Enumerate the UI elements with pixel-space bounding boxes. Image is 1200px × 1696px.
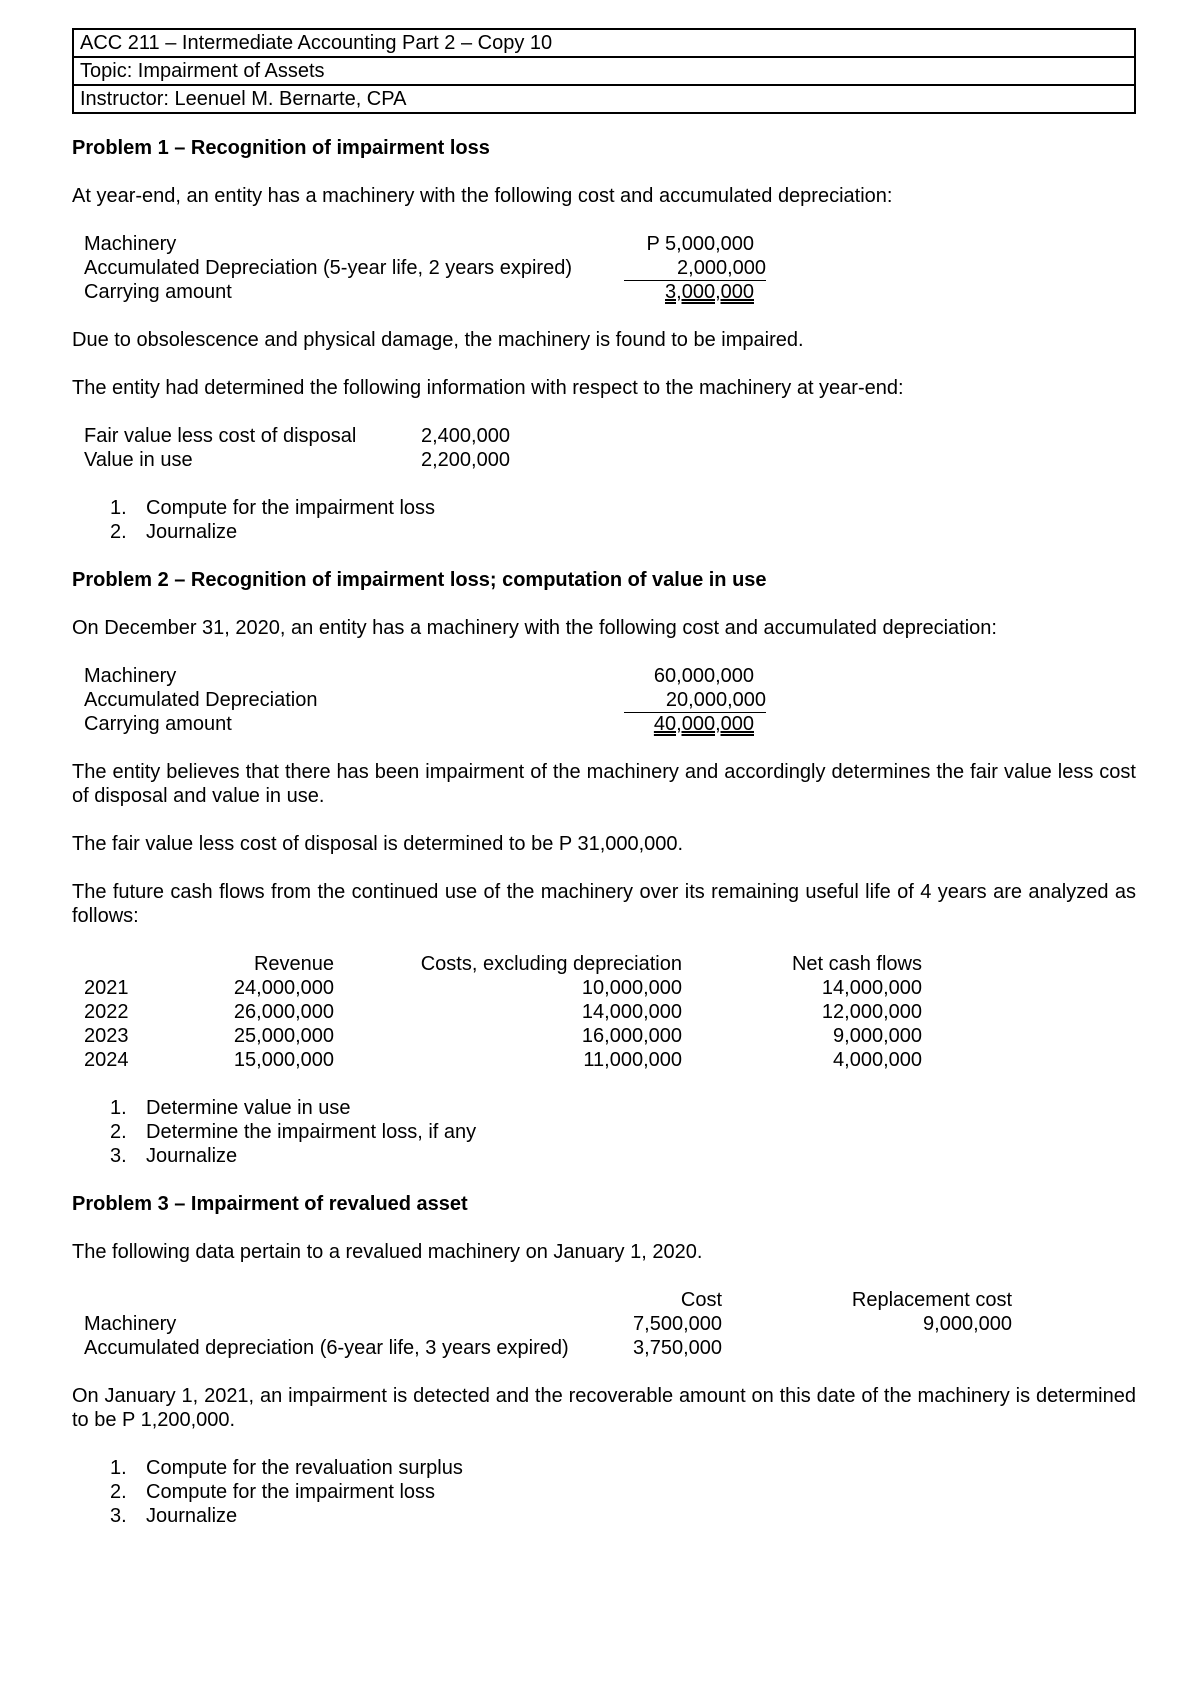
instructor-line: Instructor: Leenuel M. Bernarte, CPA [74, 84, 1134, 112]
row-label: Carrying amount [84, 713, 232, 735]
item-text: Journalize [146, 1505, 238, 1527]
problem1-intro: At year-end, an entity has a machinery with the following cost and accumulated depreciation: [72, 185, 893, 207]
problem2-para4: The future cash flows from the continued use of the machinery over its remaining useful life of 4 years are analyzed as follows: [72, 881, 1136, 927]
row-value [624, 688, 766, 713]
row-label: Value in use [84, 449, 193, 471]
table-row [72, 424, 1136, 448]
list-item [72, 1480, 1136, 1504]
table-header-row [72, 952, 1136, 976]
problem2-table [72, 664, 1136, 736]
problem1-para3: The entity had determined the following information with respect to the machinery at year-end: [72, 377, 904, 399]
cash-flow-table [72, 952, 1136, 1072]
item-number: 3. [110, 1145, 127, 1167]
cell-year: 2023 [84, 1025, 129, 1047]
problem1-table [72, 232, 1136, 304]
item-text: Journalize [146, 1145, 238, 1167]
cell-replacement: 9,000,000 [923, 1313, 1012, 1335]
list-item [72, 1096, 1136, 1120]
item-number: 1. [110, 1457, 127, 1479]
item-text: Compute for the impairment loss [146, 497, 436, 519]
row-label: Machinery [84, 665, 177, 687]
row-label: Accumulated Depreciation (5-year life, 2 years expired) [84, 257, 572, 279]
problem1-tasks [72, 496, 1136, 544]
table-row [72, 976, 1136, 1000]
table-row [72, 232, 1136, 256]
item-number: 2. [110, 521, 127, 543]
cell-revenue: 24,000,000 [233, 977, 334, 999]
header-cost: Cost [680, 1289, 722, 1311]
item-number: 1. [110, 497, 127, 519]
item-text: Determine the impairment loss, if any [146, 1121, 477, 1143]
problem3-table [72, 1288, 1136, 1360]
table-row [72, 448, 1136, 472]
document-page [72, 28, 1136, 1528]
cell-cost: 3,750,000 [633, 1337, 722, 1359]
item-text: Determine value in use [146, 1097, 351, 1119]
row-label: Machinery [84, 233, 177, 255]
table-row [72, 688, 1136, 712]
value-text: 2,000,000 [677, 257, 766, 279]
item-text: Compute for the impairment loss [146, 1481, 436, 1503]
row-value [624, 256, 766, 281]
table-row [72, 1000, 1136, 1024]
cell-year: 2022 [84, 1001, 129, 1023]
problem2-para3: The fair value less cost of disposal is determined to be P 31,000,000. [72, 833, 684, 855]
table-row [72, 1336, 1136, 1360]
problem2-para2: The entity believes that there has been impairment of the machinery and accordingly determines the fair value less cost of disposal and value in use. [72, 761, 1136, 807]
problem3-title: Problem 3 – Impairment of revalued asset [72, 1193, 468, 1215]
problem1-para2: Due to obsolescence and physical damage, the machinery is found to be impaired. [72, 329, 804, 351]
header-net: Net cash flows [791, 953, 922, 975]
table-header-row [72, 1288, 1136, 1312]
cell-net: 14,000,000 [821, 977, 922, 999]
header-costs: Costs, excluding depreciation [420, 953, 682, 975]
problem2-tasks [72, 1096, 1136, 1168]
cell-net: 9,000,000 [833, 1025, 922, 1047]
row-label: Carrying amount [84, 281, 232, 303]
problem3-para2: On January 1, 2021, an impairment is detected and the recoverable amount on this date of the machinery is determined to be P 1,200,000. [72, 1385, 1136, 1431]
problem2-intro: On December 31, 2020, an entity has a machinery with the following cost and accumulated depreciation: [72, 617, 997, 639]
table-row [72, 280, 1136, 304]
row-label: Machinery [84, 1313, 177, 1335]
item-number: 1. [110, 1097, 127, 1119]
table-row [72, 1024, 1136, 1048]
list-item [72, 520, 1136, 544]
row-value: 2,400,000 [421, 425, 510, 447]
cell-revenue: 15,000,000 [233, 1049, 334, 1071]
list-item [72, 1504, 1136, 1528]
cell-net: 4,000,000 [833, 1049, 922, 1071]
row-value: P 5,000,000 [646, 233, 754, 255]
course-title: ACC 211 – Intermediate Accounting Part 2 – Copy 10 [80, 32, 553, 54]
problem2-title: Problem 2 – Recognition of impairment loss; computation of value in use [72, 569, 767, 591]
cell-costs: 14,000,000 [581, 1001, 682, 1023]
table-row [72, 1312, 1136, 1336]
item-text: Journalize [146, 521, 238, 543]
cell-revenue: 25,000,000 [233, 1025, 334, 1047]
item-number: 2. [110, 1121, 127, 1143]
cell-costs: 16,000,000 [581, 1025, 682, 1047]
document-header [72, 28, 1136, 114]
cell-revenue: 26,000,000 [233, 1001, 334, 1023]
item-number: 2. [110, 1481, 127, 1503]
problem1-info [72, 424, 1136, 472]
list-item [72, 1456, 1136, 1480]
row-value: 60,000,000 [653, 665, 754, 687]
problem3-tasks [72, 1456, 1136, 1528]
header-revenue: Revenue [253, 953, 334, 975]
list-item [72, 1120, 1136, 1144]
row-value: 3,000,000 [665, 281, 754, 303]
table-row [72, 1048, 1136, 1072]
problem3-intro: The following data pertain to a revalued machinery on January 1, 2020. [72, 1241, 703, 1263]
row-label: Accumulated depreciation (6-year life, 3 years expired) [84, 1337, 569, 1359]
cell-year: 2021 [84, 977, 129, 999]
table-row [72, 256, 1136, 280]
row-value: 40,000,000 [653, 713, 754, 735]
cell-cost: 7,500,000 [633, 1313, 722, 1335]
row-label: Accumulated Depreciation [84, 689, 318, 711]
table-row [72, 712, 1136, 736]
list-item [72, 496, 1136, 520]
item-text: Compute for the revaluation surplus [146, 1457, 463, 1479]
value-text: 20,000,000 [665, 689, 766, 711]
cell-net: 12,000,000 [821, 1001, 922, 1023]
row-value: 2,200,000 [421, 449, 510, 471]
list-item [72, 1144, 1136, 1168]
problem1-title: Problem 1 – Recognition of impairment loss [72, 137, 490, 159]
header-replacement: Replacement cost [851, 1289, 1012, 1311]
table-row [72, 664, 1136, 688]
cell-costs: 10,000,000 [581, 977, 682, 999]
cell-costs: 11,000,000 [583, 1049, 682, 1071]
topic-line: Topic: Impairment of Assets [74, 56, 1134, 84]
cell-year: 2024 [84, 1049, 129, 1071]
row-label: Fair value less cost of disposal [84, 425, 357, 447]
item-number: 3. [110, 1505, 127, 1527]
